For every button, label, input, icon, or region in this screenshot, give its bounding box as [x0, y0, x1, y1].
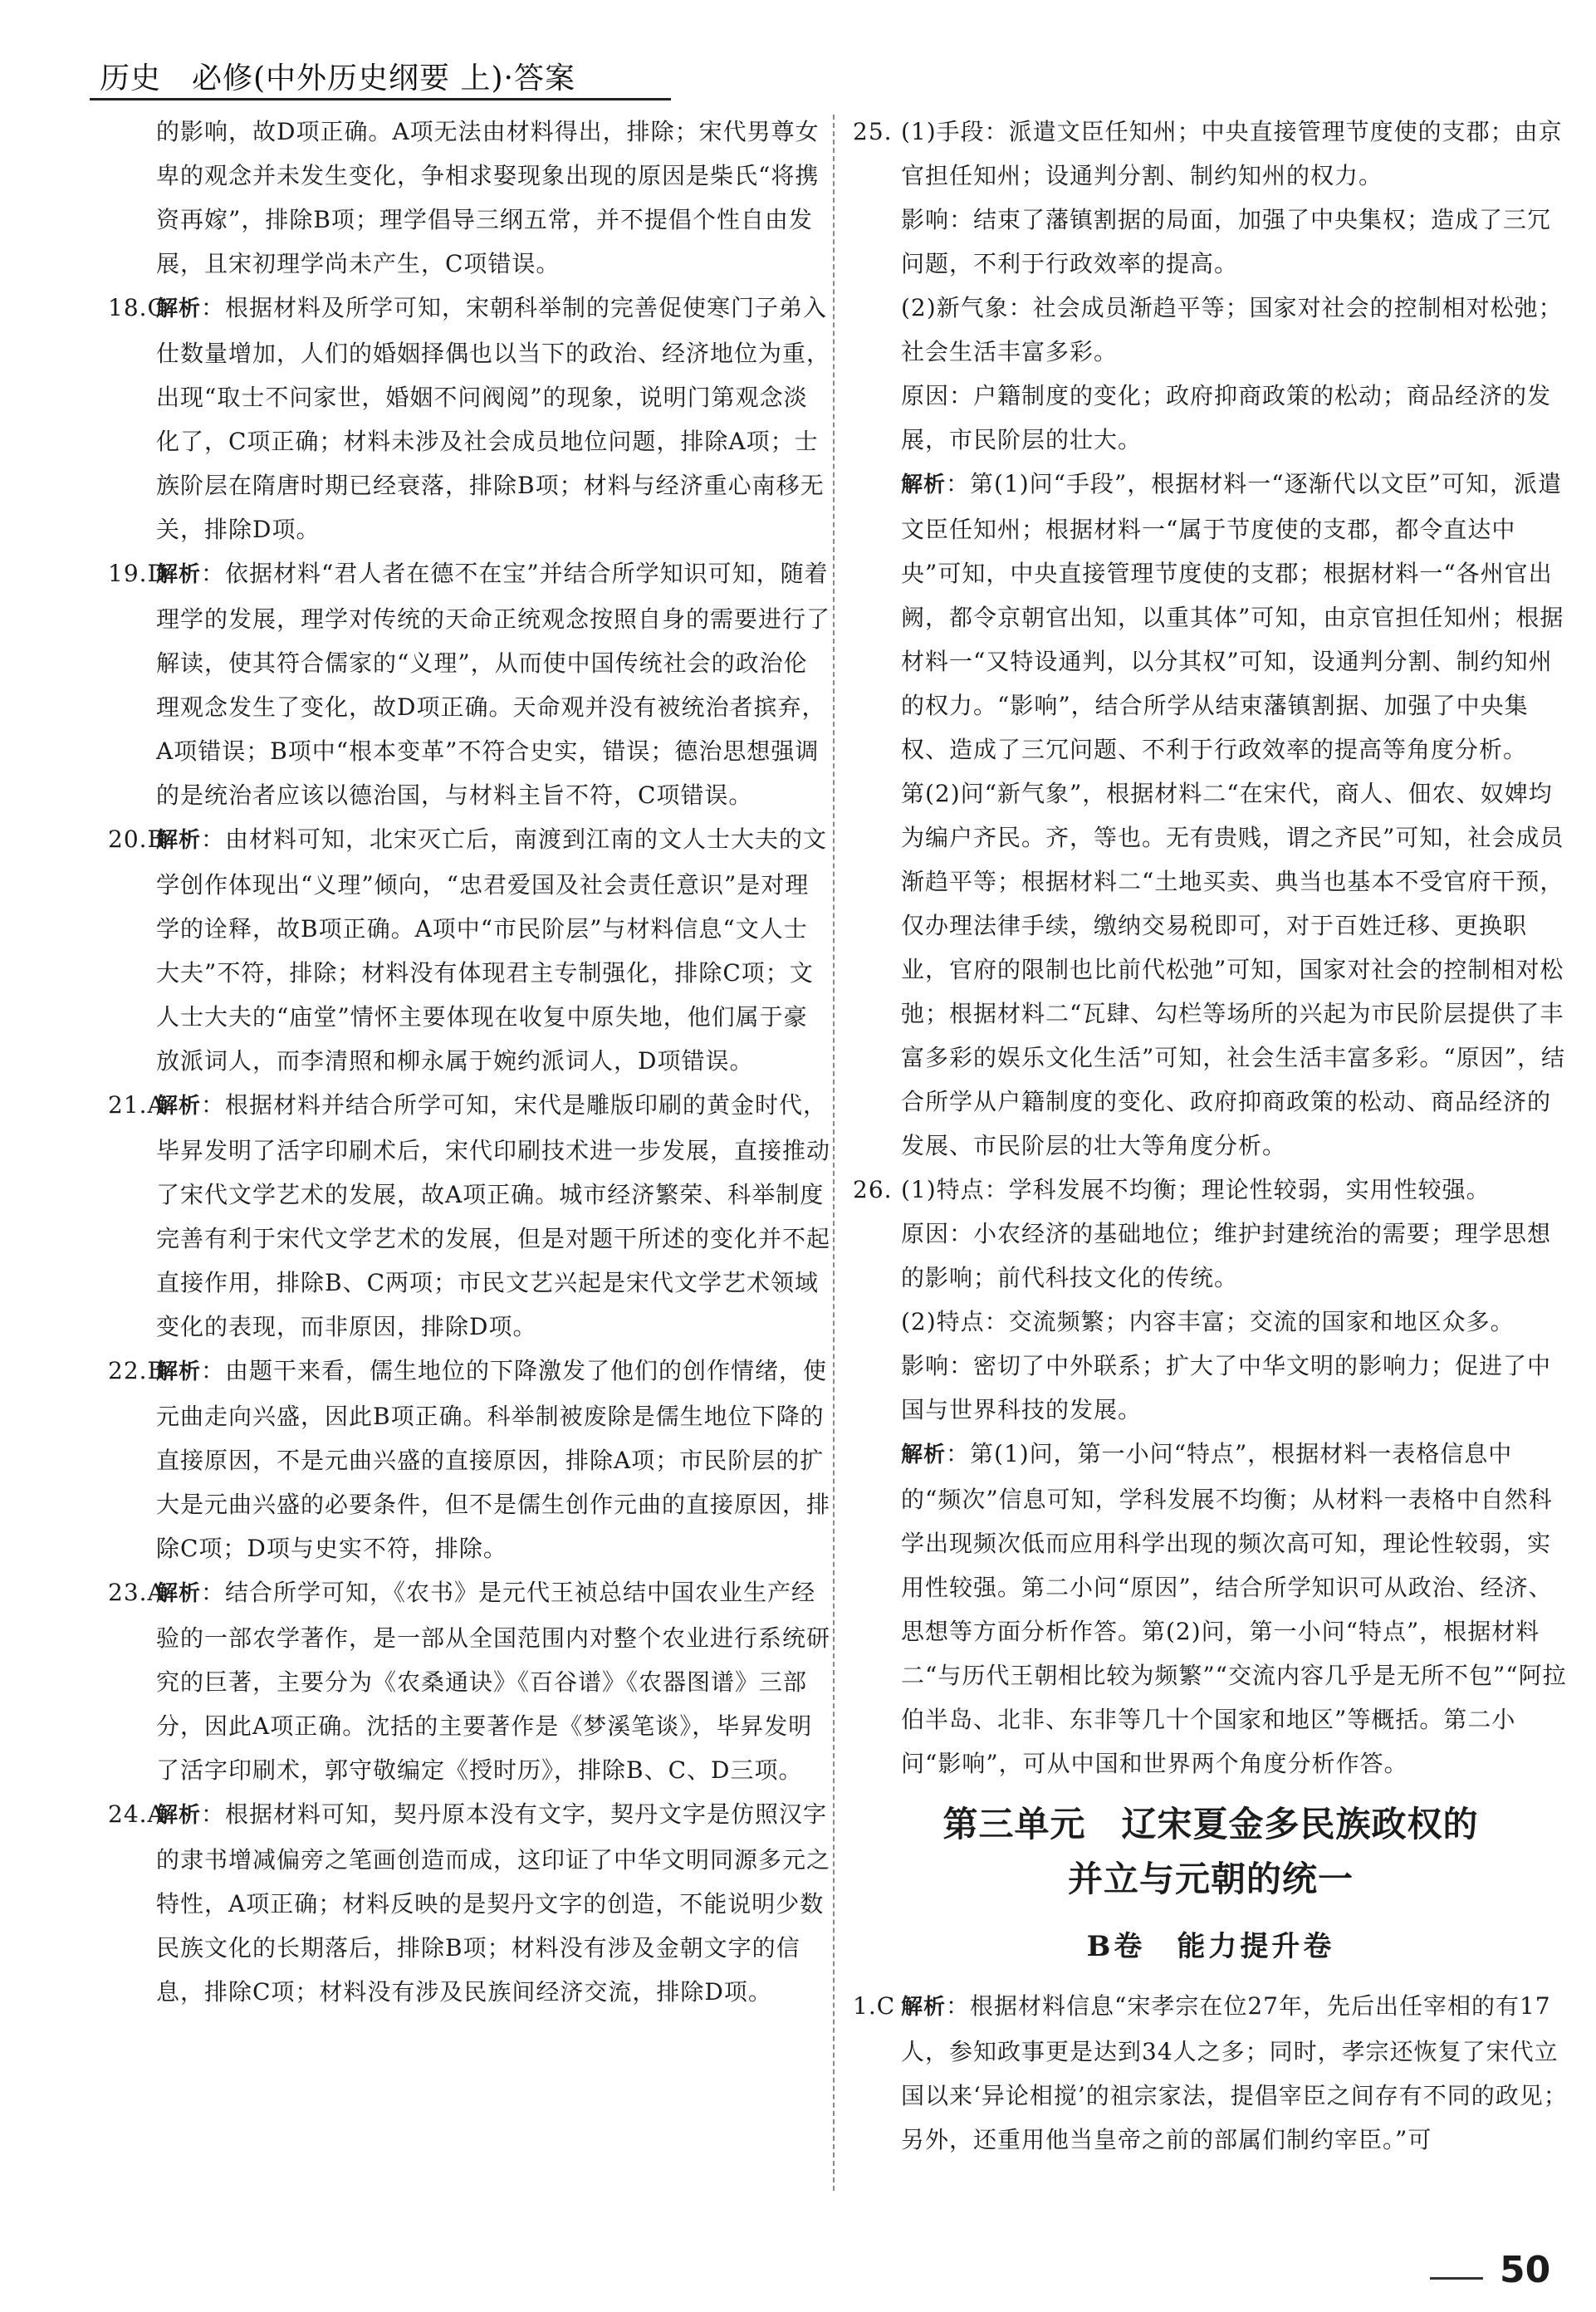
answer-26 — [853, 1168, 1569, 1785]
answer-part: (2)新气象：社会成员渐趋平等；国家对社会的控制相对松弛；社会生活丰富多彩。 — [901, 294, 1563, 365]
analysis-label: 解析 — [156, 296, 202, 321]
analysis-label: 解析 — [156, 828, 202, 853]
answer-text: ：根据材料并结合所学可知，宋代是雕版印刷的黄金时代，毕昇发明了活字印刷术后，宋代印刷技术进一步发展，直接推动了宋代文学艺术的发展，故A项正确。城市经济繁荣、科举制度完善有利于宋代文学艺术的发展，但是对题干所述的变化并不起直接作用，排除B、C两项；市民文艺兴起是宋代文学艺术领域变化的表现，而非原因，排除D项。 — [156, 1091, 831, 1340]
analysis-label: 解析 — [901, 1443, 947, 1467]
answer-part: 影响：密切了中外联系；扩大了中华文明的影响力；促进了中国与世界科技的发展。 — [901, 1352, 1552, 1423]
answer-number: 22.B — [108, 1357, 166, 1384]
answer-number: 26. — [853, 1176, 893, 1203]
answer-number: 21.A — [108, 1091, 165, 1119]
unit-title — [853, 1797, 1569, 1907]
answer-20 — [108, 817, 830, 1083]
answer-22 — [108, 1349, 830, 1570]
answer-number: 23.A — [108, 1579, 165, 1606]
answer-1 — [853, 1984, 1569, 2162]
right-column — [853, 110, 1569, 2162]
answer-part: (2)特点：交流频繁；内容丰富；交流的国家和地区众多。 — [901, 1308, 1515, 1335]
analysis-label: 解析 — [156, 562, 202, 587]
column-divider — [833, 115, 835, 2191]
analysis-label: 解析 — [156, 1581, 202, 1606]
answer-18 — [108, 286, 830, 551]
answer-number: 20.B — [108, 825, 166, 853]
page-header: 历史 必修(中外历史纲要 上)·答案 — [100, 61, 575, 96]
answer-number: 18.C — [108, 294, 166, 321]
answer-text: ：根据材料及所学可知，宋朝科举制的完善促使寒门子弟入仕数量增加，人们的婚姻择偶也以当下的政治、经济地位为重，出现“取士不问家世，婚姻不问阀阅”的现象，说明门第观念淡化了，C项正确；材料未涉及社会成员地位问题，排除A项；士族阶层在隋唐时期已经衰落，排除B项；材料与经济重心南移无关，排除D项。 — [156, 294, 831, 543]
analysis-label: 解析 — [901, 473, 947, 497]
analysis-text: ：第(1)问，第一小问“特点”，根据材料一表格信息中的“频次”信息可知，学科发展不均衡；从材料一表格中自然科学出现频次低而应用科学出现的频次高可知，理论性较弱，实用性较强。第二小问“原因”，结合所学知识可从政治、经济、思想等方面分析作答。第(2)问，第一小问“特点”，根据材料二“与历代王朝相比较为频繁”“交流内容几乎是无所不包”“阿拉伯半岛、北非、东非等几十个国家和地区”等概括。第二小问“影响”，可从中国和世界两个角度分析作答。 — [901, 1440, 1567, 1777]
answer-number: 1.C — [853, 1992, 896, 2020]
unit-title-line2: 并立与元朝的统一 — [1067, 1859, 1354, 1899]
answer-part: (1)手段：派遣文臣任知州；中央直接管理节度使的支郡；由京官担任知州；设通判分割、制约知州的权力。 — [901, 118, 1563, 189]
answer-part: (1)特点：学科发展不均衡；理论性较弱，实用性较强。 — [901, 1176, 1491, 1203]
analysis-label: 解析 — [901, 1995, 947, 2020]
analysis-paragraph — [901, 462, 1569, 771]
answer-text: ：依据材料“君人者在德不在宝”并结合所学知识可知，随着理学的发展，理学对传统的天命正统观念按照自身的需要进行了解读，使其符合儒家的“义理”，从而使中国传统社会的政治伦理观念发生了变化，故D项正确。天命观并没有被统治者摈弃，A项错误；B项中“根本变革”不符合史实，错误；德治思想强调的是统治者应该以德治国，与材料主旨不符，C项错误。 — [156, 560, 831, 809]
answer-21 — [108, 1083, 830, 1349]
page-number: 50 — [1500, 2249, 1551, 2291]
answer-number: 25. — [853, 118, 893, 145]
section-title: B卷 能力提升卷 — [1086, 1930, 1335, 1963]
analysis-paragraph — [901, 1432, 1569, 1785]
answer-number: 24.A — [108, 1800, 165, 1828]
analysis-label: 解析 — [156, 1359, 202, 1384]
analysis-label: 解析 — [156, 1803, 202, 1828]
answer-number: 19.D — [108, 560, 167, 587]
answer-19 — [108, 551, 830, 817]
answer-part: 原因：户籍制度的变化；政府抑商政策的松动；商品经济的发展，市民阶层的壮大。 — [901, 382, 1552, 453]
answer-part: 原因：小农经济的基础地位；维护封建统治的需要；理学思想的影响；前代科技文化的传统。 — [901, 1220, 1552, 1291]
answer-text: ：由材料可知，北宋灭亡后，南渡到江南的文人士大夫的文学创作体现出“义理”倾向，“忠君爱国及社会责任意识”是对理学的诠释，故B项正确。A项中“市民阶层”与材料信息“文人士大夫”不符，排除；材料没有体现君主专制强化，排除C项；文人士大夫的“庙堂”情怀主要体现在收复中原失地，他们属于豪放派词人，而李清照和柳永属于婉约派词人，D项错误。 — [156, 825, 828, 1075]
answer-25 — [853, 110, 1569, 1168]
analysis-label: 解析 — [156, 1094, 202, 1119]
answer-text: ：结合所学可知，《农书》是元代王祯总结中国农业生产经验的一部农学著作，是一部从全国范围内对整个农业进行系统研究的巨著，主要分为《农桑通诀》《百谷谱》《农器图谱》三部分，因此A项正确。沈括的主要著作是《梦溪笔谈》，毕昇发明了活字印刷术，郭守敬编定《授时历》，排除B、C、D三项。 — [156, 1579, 831, 1784]
unit-title-line1: 第三单元 辽宋夏金多民族政权的 — [942, 1804, 1479, 1844]
analysis-paragraph: 第(2)问“新气象”，根据材料二“在宋代，商人、佃农、奴婢均为编户齐民。齐，等也。无有贵贱，谓之齐民”可知，社会成员渐趋平等；根据材料二“土地买卖、典当也基本不受官府干预，仅办理法律手续，缴纳交易税即可，对于百姓迁移、更换职业，官府的限制也比前代松弛”可知，国家对社会的控制相对松弛；根据材料二“瓦肆、勾栏等场所的兴起为市民阶层提供了丰富多彩的娱乐文化生活”可知，社会生活丰富多彩。“原因”，结合所学从户籍制度的变化、政府抑商政策的松动、商品经济的发展、市民阶层的壮大等角度分析。 — [901, 780, 1565, 1159]
answer-text: ：由题干来看，儒生地位的下降激发了他们的创作情绪，使元曲走向兴盛，因此B项正确。科举制被废除是儒生地位下降的直接原因，不是元曲兴盛的直接原因，排除A项；市民阶层的扩大是元曲兴盛的必要条件，但不是儒生创作元曲的直接原因，排除C项；D项与史实不符，排除。 — [156, 1357, 831, 1562]
answer-text: ：根据材料信息“宋孝宗在位27年，先后出任宰相的有17人，参知政事更是达到34人之多；同时，孝宗还恢复了宋代立国以来‘异论相搅’的祖宗家法，提倡宰臣之间存有不同的政见；另外，还重用他当皇帝之前的部属们制约宰臣。”可 — [901, 1992, 1568, 2153]
answer-part: 影响：结束了藩镇割据的局面，加强了中央集权；造成了三冗问题，不利于行政效率的提高。 — [901, 206, 1552, 277]
answer-23 — [108, 1570, 830, 1792]
left-column — [108, 110, 830, 2014]
answer-24 — [108, 1792, 830, 2014]
page-number-dash — [1430, 2277, 1483, 2280]
answer-continued: 的影响，故D项正确。A项无法由材料得出，排除；宋代男尊女卑的观念并未发生变化，争相求娶现象出现的原因是柴氏“将携资再嫁”，排除B项；理学倡导三纲五常，并不提倡个性自由发展，且宋初理学尚未产生，C项错误。 — [156, 118, 820, 277]
header-rule — [90, 98, 671, 100]
answer-text: ：根据材料可知，契丹原本没有文字，契丹文字是仿照汉字的隶书增减偏旁之笔画创造而成，这印证了中华文明同源多元之特性，A项正确；材料反映的是契丹文字的创造，不能说明少数民族文化的长期落后，排除B项；材料没有涉及金朝文字的信息，排除C项；材料没有涉及民族间经济交流，排除D项。 — [156, 1800, 831, 2006]
analysis-text: ：第(1)问“手段”，根据材料一“逐渐代以文臣”可知，派遣文臣任知州；根据材料一“属于节度使的支郡，都令直达中央”可知，中央直接管理节度使的支郡；根据材料一“各州官出阙，都令京朝官出知，以重其体”可知，由京官担任知州；根据材料一“又特设通判，以分其权”可知，设通判分割、制约知州的权力。“影响”，结合所学从结束藩镇割据、加强了中央集权、造成了三冗问题、不利于行政效率的提高等角度分析。 — [901, 470, 1564, 763]
